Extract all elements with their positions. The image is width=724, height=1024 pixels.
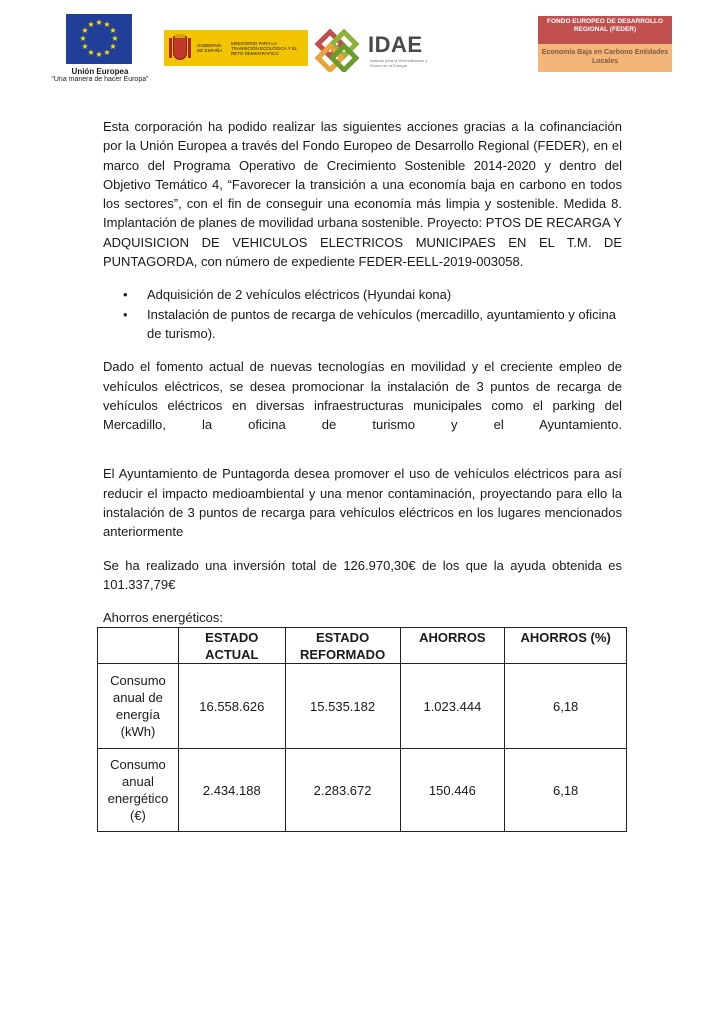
- eu-motto: “Una manera de hacer Europa”: [51, 76, 149, 83]
- table-cell: 15.535.182: [285, 664, 400, 749]
- table-row: [98, 664, 627, 749]
- idae-mark-icon: [314, 28, 362, 72]
- list-item-text: Adquisición de 2 vehículos eléctricos (Hyundai kona): [147, 287, 452, 303]
- eu-flag-icon: ★ ★ ★ ★ ★ ★ ★ ★ ★ ★ ★ ★: [66, 14, 132, 64]
- savings-heading: Ahorros energéticos:: [103, 610, 223, 626]
- feder-badge: [538, 16, 672, 72]
- table-cell: 2.434.188: [178, 749, 285, 832]
- table-header-cell: ESTADO REFORMADO: [285, 628, 400, 664]
- document-body: [103, 117, 622, 628]
- eu-name: Unión Europea: [71, 67, 129, 76]
- gobierno-espana-logo: [164, 30, 308, 66]
- table-cell: 1.023.444: [400, 664, 505, 749]
- eu-logo: [44, 14, 156, 84]
- feder-subtitle: Economía Baja en Carbono Entidades Locales: [538, 44, 672, 72]
- list-item: [123, 285, 622, 304]
- actions-list: [103, 285, 622, 343]
- paragraph-ayuntamiento: El Ayuntamiento de Puntagorda desea promover el uso de vehículos eléctricos para así reducir el impacto medioambiental y una menor contaminación, proyectando para ello la instalación de 3 puntos de recarga para vehículos eléctricos en los lugares mencionados anteriormente: [103, 466, 622, 540]
- table-cell: 2.283.672: [285, 749, 400, 832]
- idae-logo: [314, 28, 438, 72]
- paragraph-investment: Se ha realizado una inversión total de 126.970,30€ de los que la ayuda obtenida es 101.337,79€: [103, 557, 622, 592]
- table-cell: 16.558.626: [178, 664, 285, 749]
- table-cell: Consumo anual energético (€): [98, 749, 179, 832]
- table-header-row: [98, 628, 627, 664]
- table-cell: Consumo anual de energía (kWh): [98, 664, 179, 749]
- table-cell: 6,18: [505, 749, 627, 832]
- spain-coat-of-arms-icon: [168, 34, 192, 62]
- table-row: [98, 749, 627, 832]
- table-header-cell: AHORROS (%): [505, 628, 627, 664]
- table-cell: 150.446: [400, 749, 505, 832]
- ministry-text: MINISTERIO PARA LA TRANSICIÓN ECOLÓGICA Y EL RETO DEMOGRÁFICO: [231, 40, 298, 56]
- table-header-cell: [98, 628, 179, 664]
- paragraph-charging-points: Dado el fomento actual de nuevas tecnologías en movilidad y el creciente empleo de vehículos eléctricos, se desea promocionar la instalación de 3 puntos de recarga de vehículos eléctricos en diversas infraestructuras municipales como el parking del Mercadillo, la oficina de turismo y el Ayuntamiento.: [103, 359, 622, 433]
- gobierno-text: GOBIERNO DE ESPAÑA: [197, 43, 223, 53]
- bullet-icon: •: [123, 306, 128, 322]
- idae-subtitle: Instituto para la Diversificación y Ahorro de la Energía: [370, 58, 428, 68]
- savings-table: [97, 627, 627, 832]
- table-cell: 6,18: [505, 664, 627, 749]
- list-item: [123, 305, 622, 344]
- idae-title: IDAE: [368, 32, 423, 57]
- table-header-cell: ESTADO ACTUAL: [178, 628, 285, 664]
- feder-title: FONDO EUROPEO DE DESARROLLO REGIONAL (FEDER): [538, 16, 672, 44]
- list-item-text: Instalación de puntos de recarga de vehículos (mercadillo, ayuntamiento y oficina de turismo).: [147, 306, 616, 341]
- bullet-icon: •: [123, 287, 128, 303]
- intro-paragraph: Esta corporación ha podido realizar las siguientes acciones gracias a la cofinanciación por la Unión Europea a través del Fondo Europeo de Desarrollo Regional (FEDER), en el marco del Programa Operativo de Crecimiento Sostenible 2014-2020 y dentro del Objetivo Temático 4, “Favorecer la transición a una economía baja en carbono en todos los sectores”, con el fin de conseguir una economía más limpia y sostenible. Medida 8. Implantación de planes de movilidad urbana sostenible. Proyecto: PTOS DE RECARGA Y ADQUISICION DE VEHICULOS ELECTRICOS MUNICIPAES EN EL T.M. DE PUNTAGORDA, con número de expediente FEDER-EELL-2019-003058.: [103, 119, 622, 270]
- table-header-cell: AHORROS: [400, 628, 505, 664]
